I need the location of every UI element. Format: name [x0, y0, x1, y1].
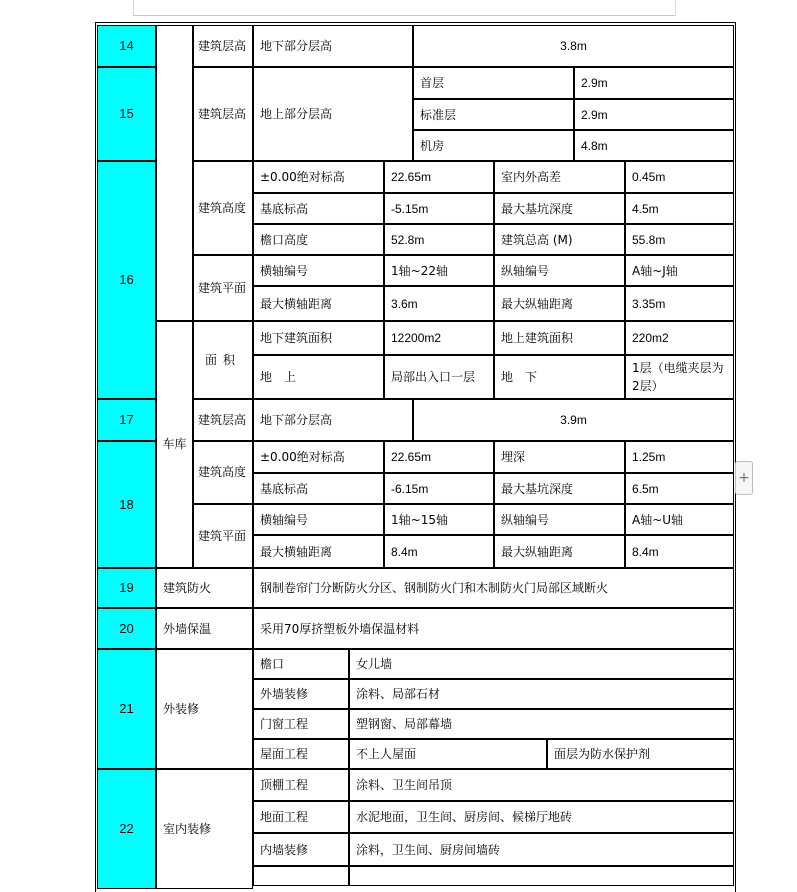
label-eave: 檐口	[253, 649, 349, 679]
label-max-horizontal-span-16: 最大横轴距离	[253, 286, 384, 321]
value-underground-height-17: 3.9m	[413, 399, 734, 441]
label-interior-wall: 内墙装修	[253, 833, 349, 866]
label-ceiling: 顶棚工程	[253, 769, 349, 801]
label-max-vertical-span-18: 最大纵轴距离	[494, 535, 625, 568]
label-below-ground: 地 下	[494, 355, 625, 399]
row-number-20: 20	[97, 608, 156, 649]
value-max-vertical-span-16: 3.35m	[625, 286, 734, 321]
garage-label: 车库	[156, 321, 193, 568]
value-vertical-axis-18: A轴~U轴	[625, 504, 734, 535]
label-first-floor: 首层	[413, 67, 574, 99]
value-indoor-outdoor-diff: 0.45m	[625, 161, 734, 193]
label-burial-depth: 埋深	[494, 441, 625, 473]
label-underground-height-14: 地下部分层高	[253, 25, 413, 67]
value-base-elevation-18: -6.15m	[384, 473, 494, 504]
value-vertical-axis-16: A轴~J轴	[625, 255, 734, 286]
label-next-row	[253, 866, 349, 886]
label-roof: 屋面工程	[253, 739, 349, 769]
label-underground-height-17: 地下部分层高	[253, 399, 413, 441]
label-floor: 地面工程	[253, 801, 349, 833]
label-fire-protection: 建筑防火	[156, 568, 253, 608]
page-edge-right	[675, 0, 676, 16]
value-fire-protection: 钢制卷帘门分断防火分区、钢制防火门和木制防火门局部区域断火	[253, 568, 734, 608]
row-number-19: 19	[97, 568, 156, 608]
building-merged-cell	[156, 25, 193, 321]
label-total-height: 建筑总高 (M)	[494, 224, 625, 255]
value-eave: 女儿墙	[349, 649, 734, 679]
value-underground-area: 12200m2	[384, 321, 494, 355]
label-abs-elevation-18: ±0.00绝对标高	[253, 441, 384, 473]
label-abs-elevation-16: ±0.00绝对标高	[253, 161, 384, 193]
label-above-ground: 地 上	[253, 355, 384, 399]
value-roof: 不上人屋面	[349, 739, 547, 769]
value-first-floor: 2.9m	[574, 67, 734, 99]
row-number-17: 17	[97, 399, 156, 441]
value-standard-floor: 2.9m	[574, 99, 734, 130]
group-building-plan-16: 建筑平面	[193, 255, 253, 321]
label-base-elevation-16: 基底标高	[253, 193, 384, 224]
value-abs-elevation-18: 22.65m	[384, 441, 494, 473]
value-ceiling: 涂料、卫生间吊顶	[349, 769, 734, 801]
page-edge-left	[133, 0, 134, 16]
group-building-height-18: 建筑高度	[193, 441, 253, 504]
label-aboveground-height: 地上部分层高	[253, 67, 413, 161]
value-above-ground: 局部出入口一层	[384, 355, 494, 399]
value-horizontal-axis-18: 1轴~15轴	[384, 504, 494, 535]
value-abs-elevation-16: 22.65m	[384, 161, 494, 193]
label-doors-windows: 门窗工程	[253, 709, 349, 739]
label-base-elevation-18: 基底标高	[253, 473, 384, 504]
row-number-21: 21	[97, 649, 156, 769]
row-number-22: 22	[97, 769, 156, 889]
value-below-ground: 1层（电缆夹层为2层）	[625, 355, 734, 399]
label-aboveground-area: 地上建筑面积	[494, 321, 625, 355]
label-horizontal-axis-18: 横轴编号	[253, 504, 384, 535]
value-underground-height-14: 3.8m	[413, 25, 734, 67]
value-horizontal-axis-16: 1轴~22轴	[384, 255, 494, 286]
row-number-15: 15	[97, 67, 156, 161]
label-max-pit-depth-18: 最大基坑深度	[494, 473, 625, 504]
group-area: 面积	[193, 321, 253, 399]
page-top-divider	[133, 15, 675, 16]
value-roof-extra: 面层为防水保护剂	[547, 739, 734, 769]
plus-icon[interactable]: +	[735, 461, 753, 495]
value-floor: 水泥地面，卫生间、厨房间、候梯厅地砖	[349, 801, 734, 833]
value-machine-room: 4.8m	[574, 130, 734, 161]
label-max-vertical-span-16: 最大纵轴距离	[494, 286, 625, 321]
value-next-row	[349, 866, 734, 886]
label-underground-area: 地下建筑面积	[253, 321, 384, 355]
value-max-horizontal-span-18: 8.4m	[384, 535, 494, 568]
label-exterior-finish: 外装修	[156, 649, 253, 769]
value-burial-depth: 1.25m	[625, 441, 734, 473]
value-max-vertical-span-18: 8.4m	[625, 535, 734, 568]
row-number-14: 14	[97, 25, 156, 67]
value-max-pit-depth-16: 4.5m	[625, 193, 734, 224]
value-wall-insulation: 采用70厚挤塑板外墙保温材料	[253, 608, 734, 649]
group-floor-height-15: 建筑层高	[193, 67, 253, 161]
row-number-18: 18	[97, 441, 156, 568]
label-wall-insulation: 外墙保温	[156, 608, 253, 649]
value-max-horizontal-span-16: 3.6m	[384, 286, 494, 321]
label-max-horizontal-span-18: 最大横轴距离	[253, 535, 384, 568]
group-floor-height-17: 建筑层高	[193, 399, 253, 441]
label-max-pit-depth-16: 最大基坑深度	[494, 193, 625, 224]
value-eave-height: 52.8m	[384, 224, 494, 255]
value-doors-windows: 塑钢窗、局部幕墙	[349, 709, 734, 739]
label-eave-height: 檐口高度	[253, 224, 384, 255]
label-standard-floor: 标准层	[413, 99, 574, 130]
value-base-elevation-16: -5.15m	[384, 193, 494, 224]
label-horizontal-axis-16: 横轴编号	[253, 255, 384, 286]
label-interior-finish: 室内装修	[156, 769, 253, 889]
label-exterior-wall: 外墙装修	[253, 679, 349, 709]
group-building-height-16: 建筑高度	[193, 161, 253, 255]
value-aboveground-area: 220m2	[625, 321, 734, 355]
label-vertical-axis-16: 纵轴编号	[494, 255, 625, 286]
value-exterior-wall: 涂料、局部石材	[349, 679, 734, 709]
group-floor-height-14: 建筑层高	[193, 25, 253, 67]
label-vertical-axis-18: 纵轴编号	[494, 504, 625, 535]
row-number-16: 16	[97, 161, 156, 399]
value-total-height: 55.8m	[625, 224, 734, 255]
value-max-pit-depth-18: 6.5m	[625, 473, 734, 504]
label-machine-room: 机房	[413, 130, 574, 161]
label-indoor-outdoor-diff: 室内外高差	[494, 161, 625, 193]
group-building-plan-18: 建筑平面	[193, 504, 253, 568]
value-interior-wall: 涂料，卫生间、厨房间墙砖	[349, 833, 734, 866]
